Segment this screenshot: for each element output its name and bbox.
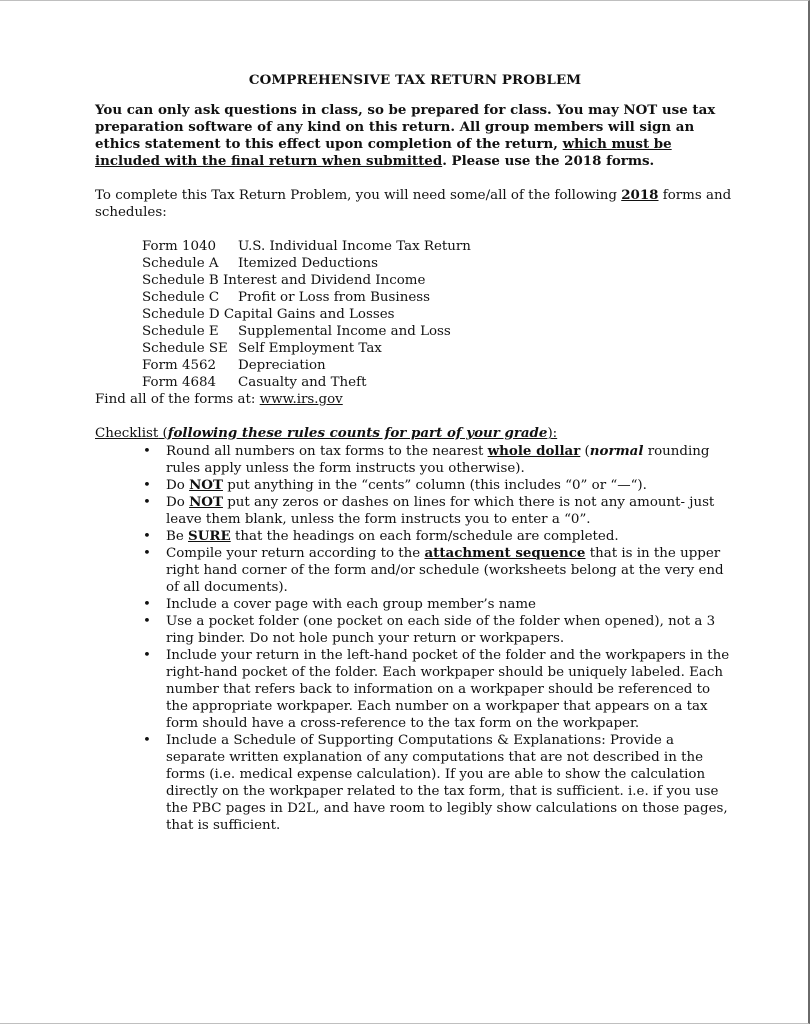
intro-paragraph: You can only ask questions in class, so be prepared for class. You may NOT use tax preparation software of any kind on this return. All group members will sign an ethics statement to this effect upon completion of the return, which must be included with the final return when submitted. Please use the 2018 forms. — [95, 102, 716, 169]
form-row: Schedule C Profit or Loss from Business — [142, 290, 431, 305]
checklist — [95, 443, 735, 834]
find-forms-line: Find all of the forms at: www.irs.gov — [95, 392, 343, 407]
form-row: Schedule B Interest and Dividend Income — [142, 273, 426, 288]
list-item: • Include a Schedule of Supporting Computations & Explanations: Provide a separate written explanation of any computations that are not described in the forms (i.e. medical expense calculation). If you are able to show the calculation directly on the workpaper related to the tax form, that is sufficient. i.e. if you use the PBC pages in D2L, and have room to legibly show calculations on those pages, that is sufficient. — [95, 732, 735, 834]
list-item: • Round all numbers on tax forms to the nearest whole dollar (normal rounding rules apply unless the form instructs you otherwise). — [95, 443, 735, 477]
form-row: Schedule SE Self Employment Tax — [142, 341, 382, 356]
list-item: • Do NOT put anything in the “cents” column (this includes “0” or “—“). — [95, 477, 735, 494]
form-row: Schedule E Supplemental Income and Loss — [142, 324, 451, 339]
form-row: Form 1040 U.S. Individual Income Tax Return — [142, 239, 471, 254]
forms-list — [142, 238, 735, 391]
document-page — [95, 72, 735, 834]
irs-link[interactable]: www.irs.gov — [259, 392, 343, 407]
list-item: • Do NOT put any zeros or dashes on lines for which there is not any amount- just leave them blank, unless the form instructs you to enter a “0”. — [95, 494, 735, 528]
page-title: COMPREHENSIVE TAX RETURN PROBLEM — [248, 72, 582, 88]
forms-needed-paragraph: To complete this Tax Return Problem, you will need some/all of the following 2018 forms and schedules: — [95, 187, 732, 220]
list-item: • Include your return in the left-hand pocket of the folder and the workpapers in the right-hand pocket of the folder. Each workpaper should be uniquely labeled. Each number that refers back to information on a workpaper should be referenced to the appropriate workpaper. Each number on a workpaper that appears on a tax form should have a cross-reference to the tax form on the workpaper. — [95, 647, 735, 732]
list-item: • Include a cover page with each group member’s name — [95, 596, 735, 613]
form-row: Form 4684 Casualty and Theft — [142, 375, 367, 390]
list-item: • Compile your return according to the attachment sequence that is in the upper right hand corner of the form and/or schedule (worksheets belong at the very end of all documents). — [95, 545, 735, 596]
list-item: • Be SURE that the headings on each form/schedule are completed. — [95, 528, 735, 545]
checklist-heading: Checklist (following these rules counts for part of your grade): — [95, 425, 558, 441]
form-row: Schedule D Capital Gains and Losses — [142, 307, 395, 322]
list-item: • Use a pocket folder (one pocket on each side of the folder when opened), not a 3 ring binder. Do not hole punch your return or workpapers. — [95, 613, 735, 647]
form-row: Form 4562 Depreciation — [142, 358, 326, 373]
form-row: Schedule A Itemized Deductions — [142, 256, 378, 271]
